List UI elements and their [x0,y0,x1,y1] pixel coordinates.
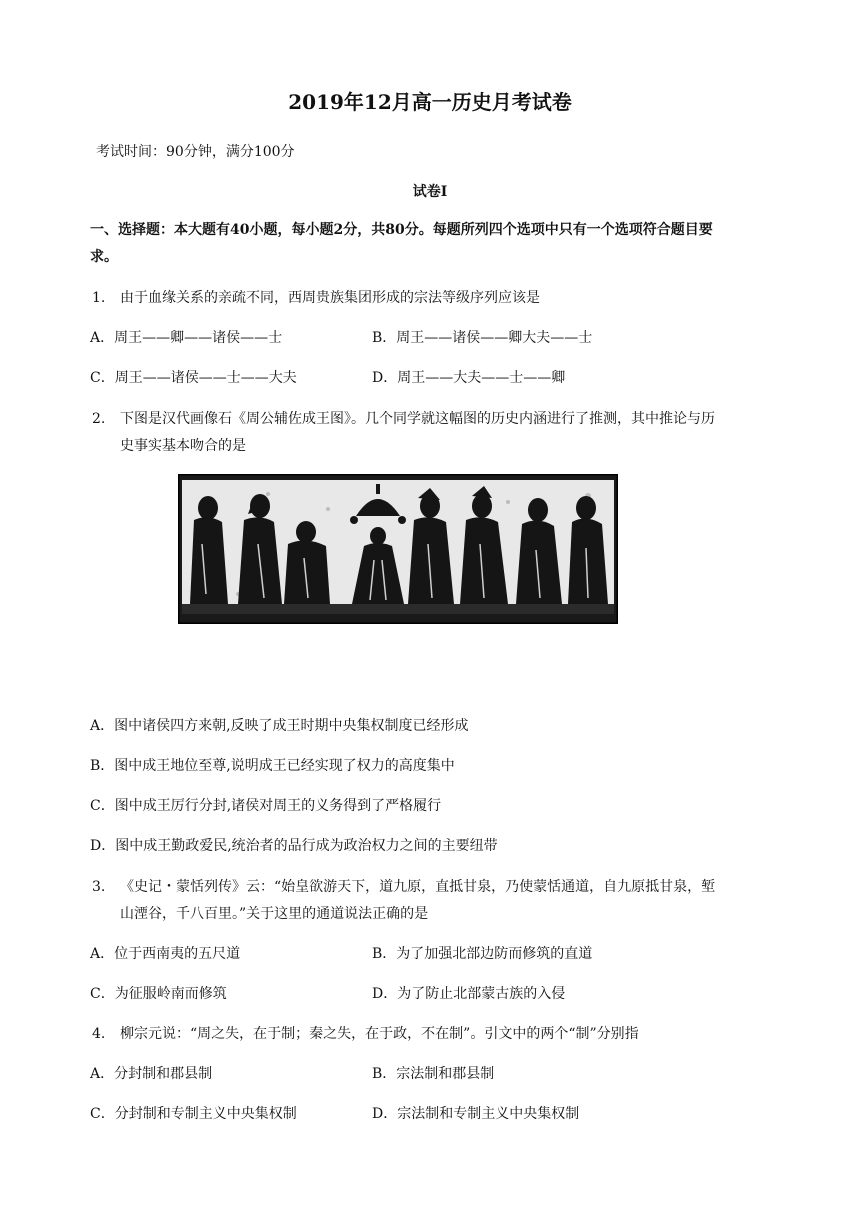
question-number: 4. [92,1026,106,1042]
question-2-continued: 史事实基本吻合的是 [120,438,246,454]
q1-option-c: C．周王——诸侯——士——大夫 [90,370,297,386]
q2-option-d: D．图中成王勤政爱民,统治者的品行成为政治权力之间的主要纽带 [90,838,498,854]
question-text: 由于血缘关系的亲疏不同，西周贵族集团形成的宗法等级序列应该是 [120,290,540,306]
question-text: 柳宗元说：“周之失，在于制；秦之失，在于政，不在制”。引文中的两个“制”分别指 [120,1026,639,1042]
question-4 [92,1024,639,1044]
q1-option-a: A．周王——卿——诸侯——士 [90,330,283,346]
q1-option-d: D．周王——大夫——士——卿 [372,370,566,386]
q2-option-c: C．图中成王厉行分封,诸侯对周王的义务得到了严格履行 [90,798,442,814]
exam-info: 考试时间：90分钟，满分100分 [96,144,295,160]
question-text: 《史记・蒙恬列传》云：“始皇欲游天下，道九原，直抵甘泉，乃使蒙恬通道，自九原抵甘泉，堑 [120,879,716,895]
q2-option-b: B．图中成王地位至尊,说明成王已经实现了权力的高度集中 [90,758,455,774]
question-3-continued: 山湮谷，千八百里。”关于这里的通道说法正确的是 [120,906,429,922]
q3-option-b: B．为了加强北部边防而修筑的直道 [372,946,593,962]
q2-option-a: A．图中诸侯四方来朝,反映了成王时期中央集权制度已经形成 [90,718,469,734]
question-3 [92,877,715,897]
q3-option-d: D．为了防止北部蒙古族的入侵 [372,986,566,1002]
question-2 [92,409,715,429]
question-text: 下图是汉代画像石《周公辅佐成王图》。几个同学就这幅图的历史内涵进行了推测，其中推论与历 [120,411,715,427]
q4-option-d: D．宗法制和专制主义中央集权制 [372,1106,580,1122]
q4-option-a: A．分封制和郡县制 [90,1066,213,1082]
q4-option-c: C．分封制和专制主义中央集权制 [90,1106,297,1122]
paper-label: 试卷Ⅰ [412,184,448,200]
q1-option-b: B．周王——诸侯——卿大夫——士 [372,330,593,346]
section-heading-line2: 求。 [90,249,118,265]
q3-option-c: C．为征服岭南而修筑 [90,986,227,1002]
question-1 [92,288,540,308]
section-heading-line1: 一、选择题：本大题有40小题，每小题2分，共80分。每题所列四个选项中只有一个选项符合题目要 [90,222,713,238]
question-number: 2. [92,411,106,427]
stone-relief-image [178,474,618,624]
question-number: 1. [92,290,106,306]
page-title: 2019年12月高一历史月考试卷 [288,90,572,114]
question-number: 3. [92,879,106,895]
q4-option-b: B．宗法制和郡县制 [372,1066,495,1082]
q3-option-a: A．位于西南夷的五尺道 [90,946,241,962]
